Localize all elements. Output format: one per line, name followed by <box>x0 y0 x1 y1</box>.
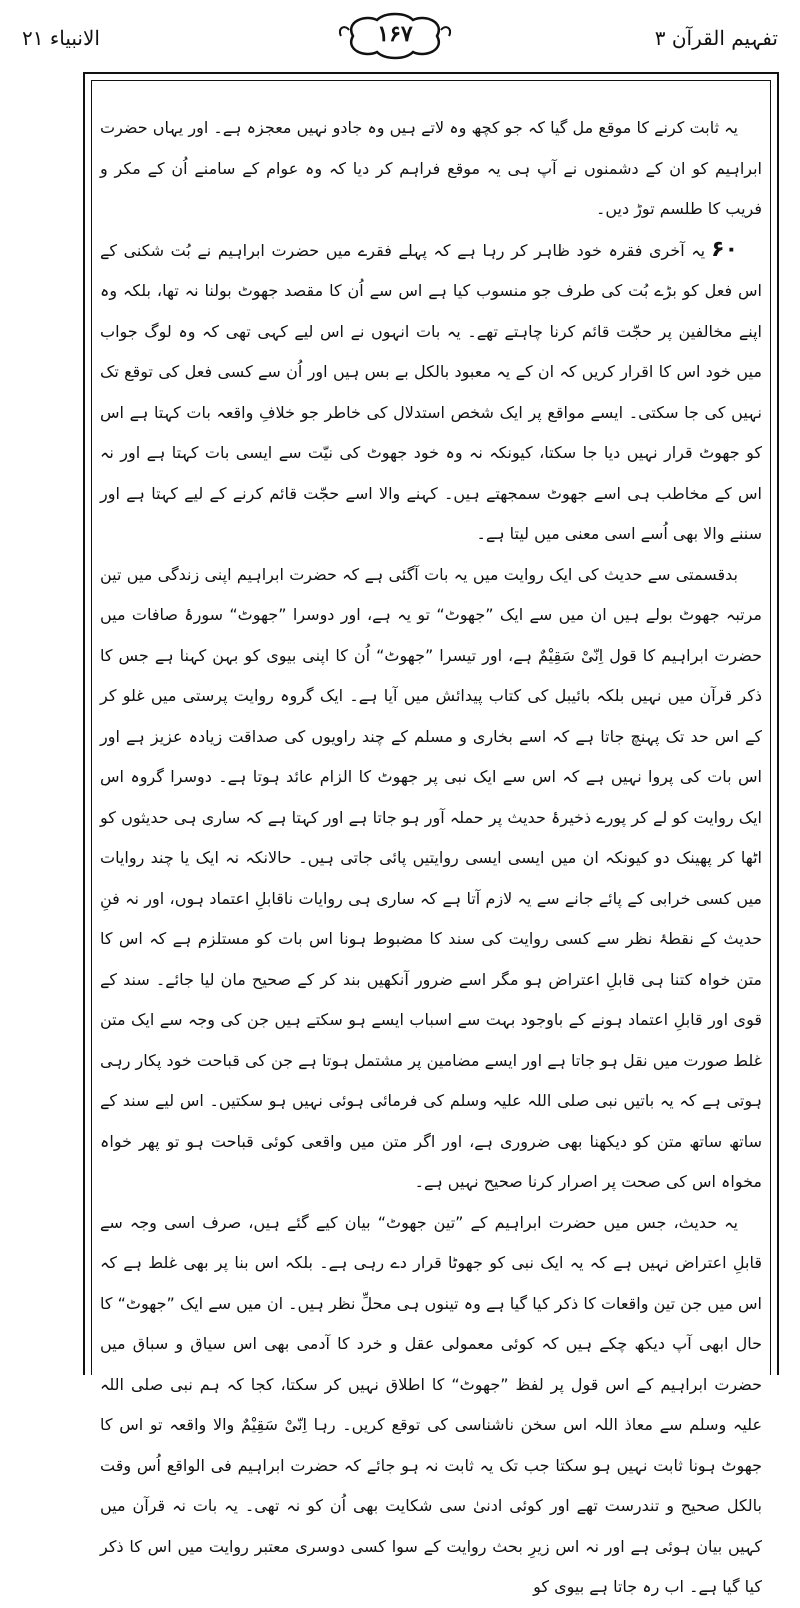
page-header <box>0 0 800 70</box>
paragraph-3: بدقسمتی سے حدیث کی ایک روایت میں یہ بات آگئی ہے کہ حضرت ابراہیم اپنی زندگی میں تین مرتبہ جھوٹ بولے ہیں ان میں سے ایک ”جھوٹ“ تو یہ ہے، اور دوسرا ”جھوٹ“ سورۂ صافات میں حضرت ابراہیم کا قول اِنّیْ سَقِیْمٌ ہے، اور تیسرا ”جھوٹ“ اُن کا اپنی بیوی کو بہن کہنا ہے جس کا ذکر قرآن میں نہیں بلکہ بائیبل کی کتاب پیدائش میں آیا ہے۔ ایک گروہ روایت پرستی میں غلو کر کے اس حد تک پہنچ جاتا ہے کہ اسے بخاری و مسلم کے چند راویوں کی صداقت زیادہ عزیز ہے اور اس بات کی پروا نہیں ہے کہ اس سے ایک نبی پر جھوٹ کا الزام عائد ہوتا ہے۔ دوسرا گروہ اس ایک روایت کو لے کر پورے ذخیرۂ حدیث پر حملہ آور ہو جاتا ہے اور کہتا ہے کہ ساری ہی حدیثوں کو اٹھا کر پھینک دو کیونکہ ان میں ایسی ایسی روایتیں پائی جاتی ہیں۔ حالانکہ نہ ایک یا چند روایات میں کسی خرابی کے پائے جانے سے یہ لازم آتا ہے کہ ساری ہی روایات ناقابلِ اعتماد ہوں، اور نہ فنِ حدیث کے نقطۂ نظر سے کسی روایت کی سند کا مضبوط ہونا اس بات کو مستلزم ہے کہ اس کا متن خواہ کتنا ہی قابلِ اعتراض ہو مگر اسے ضرور آنکھیں بند کر کے صحیح مان لیا جائے۔ سند کے قوی اور قابلِ اعتماد ہونے کے باوجود بہت سے اسباب ایسے ہو سکتے ہیں جن کی وجہ سے ایک متن غلط صورت میں نقل ہو جاتا ہے اور ایسے مضامین پر مشتمل ہوتا ہے جن کی قباحت خود پکار رہی ہوتی ہے کہ یہ باتیں نبی صلی اللہ علیہ وسلم کی فرمائی ہوئی نہیں ہو سکتیں۔ اس لیے سند کے ساتھ ساتھ متن کو دیکھنا بھی ضروری ہے، اور اگر متن میں واقعی کوئی قباحت ہو تو پھر خواہ مخواہ اس کی صحت پر اصرار کرنا صحیح نہیں ہے۔ <box>100 564 762 1191</box>
footnote-number: ۶۰ <box>711 236 738 262</box>
page-number-cartouche <box>335 8 455 64</box>
paragraph-1: یہ ثابت کرنے کا موقع مل گیا کہ جو کچھ وہ لاتے ہیں وہ جادو نہیں معجزہ ہے۔ اور یہاں حضرت ابراہیم کو ان کے دشمنوں نے آپ ہی یہ موقع فراہم کر دیا کہ وہ عوام کے سامنے اُن کے مکر و فریب کا طلسم توڑ دیں۔ <box>100 118 762 218</box>
book-title: تفہیم القرآن ۳ <box>654 26 778 50</box>
paragraph-2 <box>100 230 762 555</box>
paragraph-2-text: یہ آخری فقرہ خود ظاہر کر رہا ہے کہ پہلے فقرے میں حضرت ابراہیم نے بُت شکنی کے اس فعل کو بڑے بُت کی طرف جو منسوب کیا ہے اس سے اُن کا مقصد جھوٹ بولنا نہ تھا، بلکہ وہ اپنے مخالفین پر حجّت قائم کرنا چاہتے تھے۔ یہ بات انہوں نے اس لیے کہی تھی کہ وہ لوگ جواب میں خود اس کا اقرار کریں کہ ان کے یہ معبود بالکل بے بس ہیں اور اُن سے کسی فعل کی توقع تک نہیں کی جا سکتی۔ ایسے مواقع پر ایک شخص استدلال کی خاطر جو خلافِ واقعہ بات کہتا ہے اس کو جھوٹ قرار نہیں دیا جا سکتا، کیونکہ نہ وہ خود جھوٹ کی نیّت سے ایسی بات کہتا ہے اور نہ اس کے مخاطب ہی اسے جھوٹ سمجھتے ہیں۔ کہنے والا اسے حجّت قائم کرنے کے لیے کہتا ہے اور سننے والا بھی اُسے اسی معنی میں لیتا ہے۔ <box>100 240 762 543</box>
paragraph-4: یہ حدیث، جس میں حضرت ابراہیم کے ”تین جھوٹ“ بیان کیے گئے ہیں، صرف اسی وجہ سے قابلِ اعتراض نہیں ہے کہ یہ ایک نبی کو جھوٹا قرار دے رہی ہے۔ بلکہ اس بنا پر بھی غلط ہے کہ اس میں جن تین واقعات کا ذکر کیا گیا ہے وہ تینوں ہی محلِّ نظر ہیں۔ ان میں سے ایک ”جھوٹ“ کا حال ابھی آپ دیکھ چکے ہیں کہ کوئی معمولی عقل و خرد کا آدمی بھی اس سیاق و سباق میں حضرت ابراہیم کے اس قول پر لفظ ”جھوٹ“ کا اطلاق نہیں کر سکتا، کجا کہ ہم نبی صلی اللہ علیہ وسلم سے معاذ اللہ اس سخن ناشناسی کی توقع کریں۔ رہا اِنّیْ سَقِیْمٌ والا واقعہ تو اس کا جھوٹ ہونا ثابت نہیں ہو سکتا جب تک یہ ثابت نہ ہو جائے کہ حضرت ابراہیم فی الواقع اُس وقت بالکل صحیح و تندرست تھے اور کوئی ادنیٰ سی شکایت بھی اُن کو نہ تھی۔ یہ بات نہ قرآن میں کہیں بیان ہوئی ہے اور نہ اس زیرِ بحث روایت کے سوا کسی دوسری معتبر روایت میں اس کا ذکر کیا گیا ہے۔ اب رہ جاتا ہے بیوی کو <box>100 1212 762 1596</box>
body-text <box>100 108 762 1608</box>
surah-name: الانبیاء ۲۱ <box>22 26 100 50</box>
page-number: ۱۶۷ <box>377 21 413 47</box>
